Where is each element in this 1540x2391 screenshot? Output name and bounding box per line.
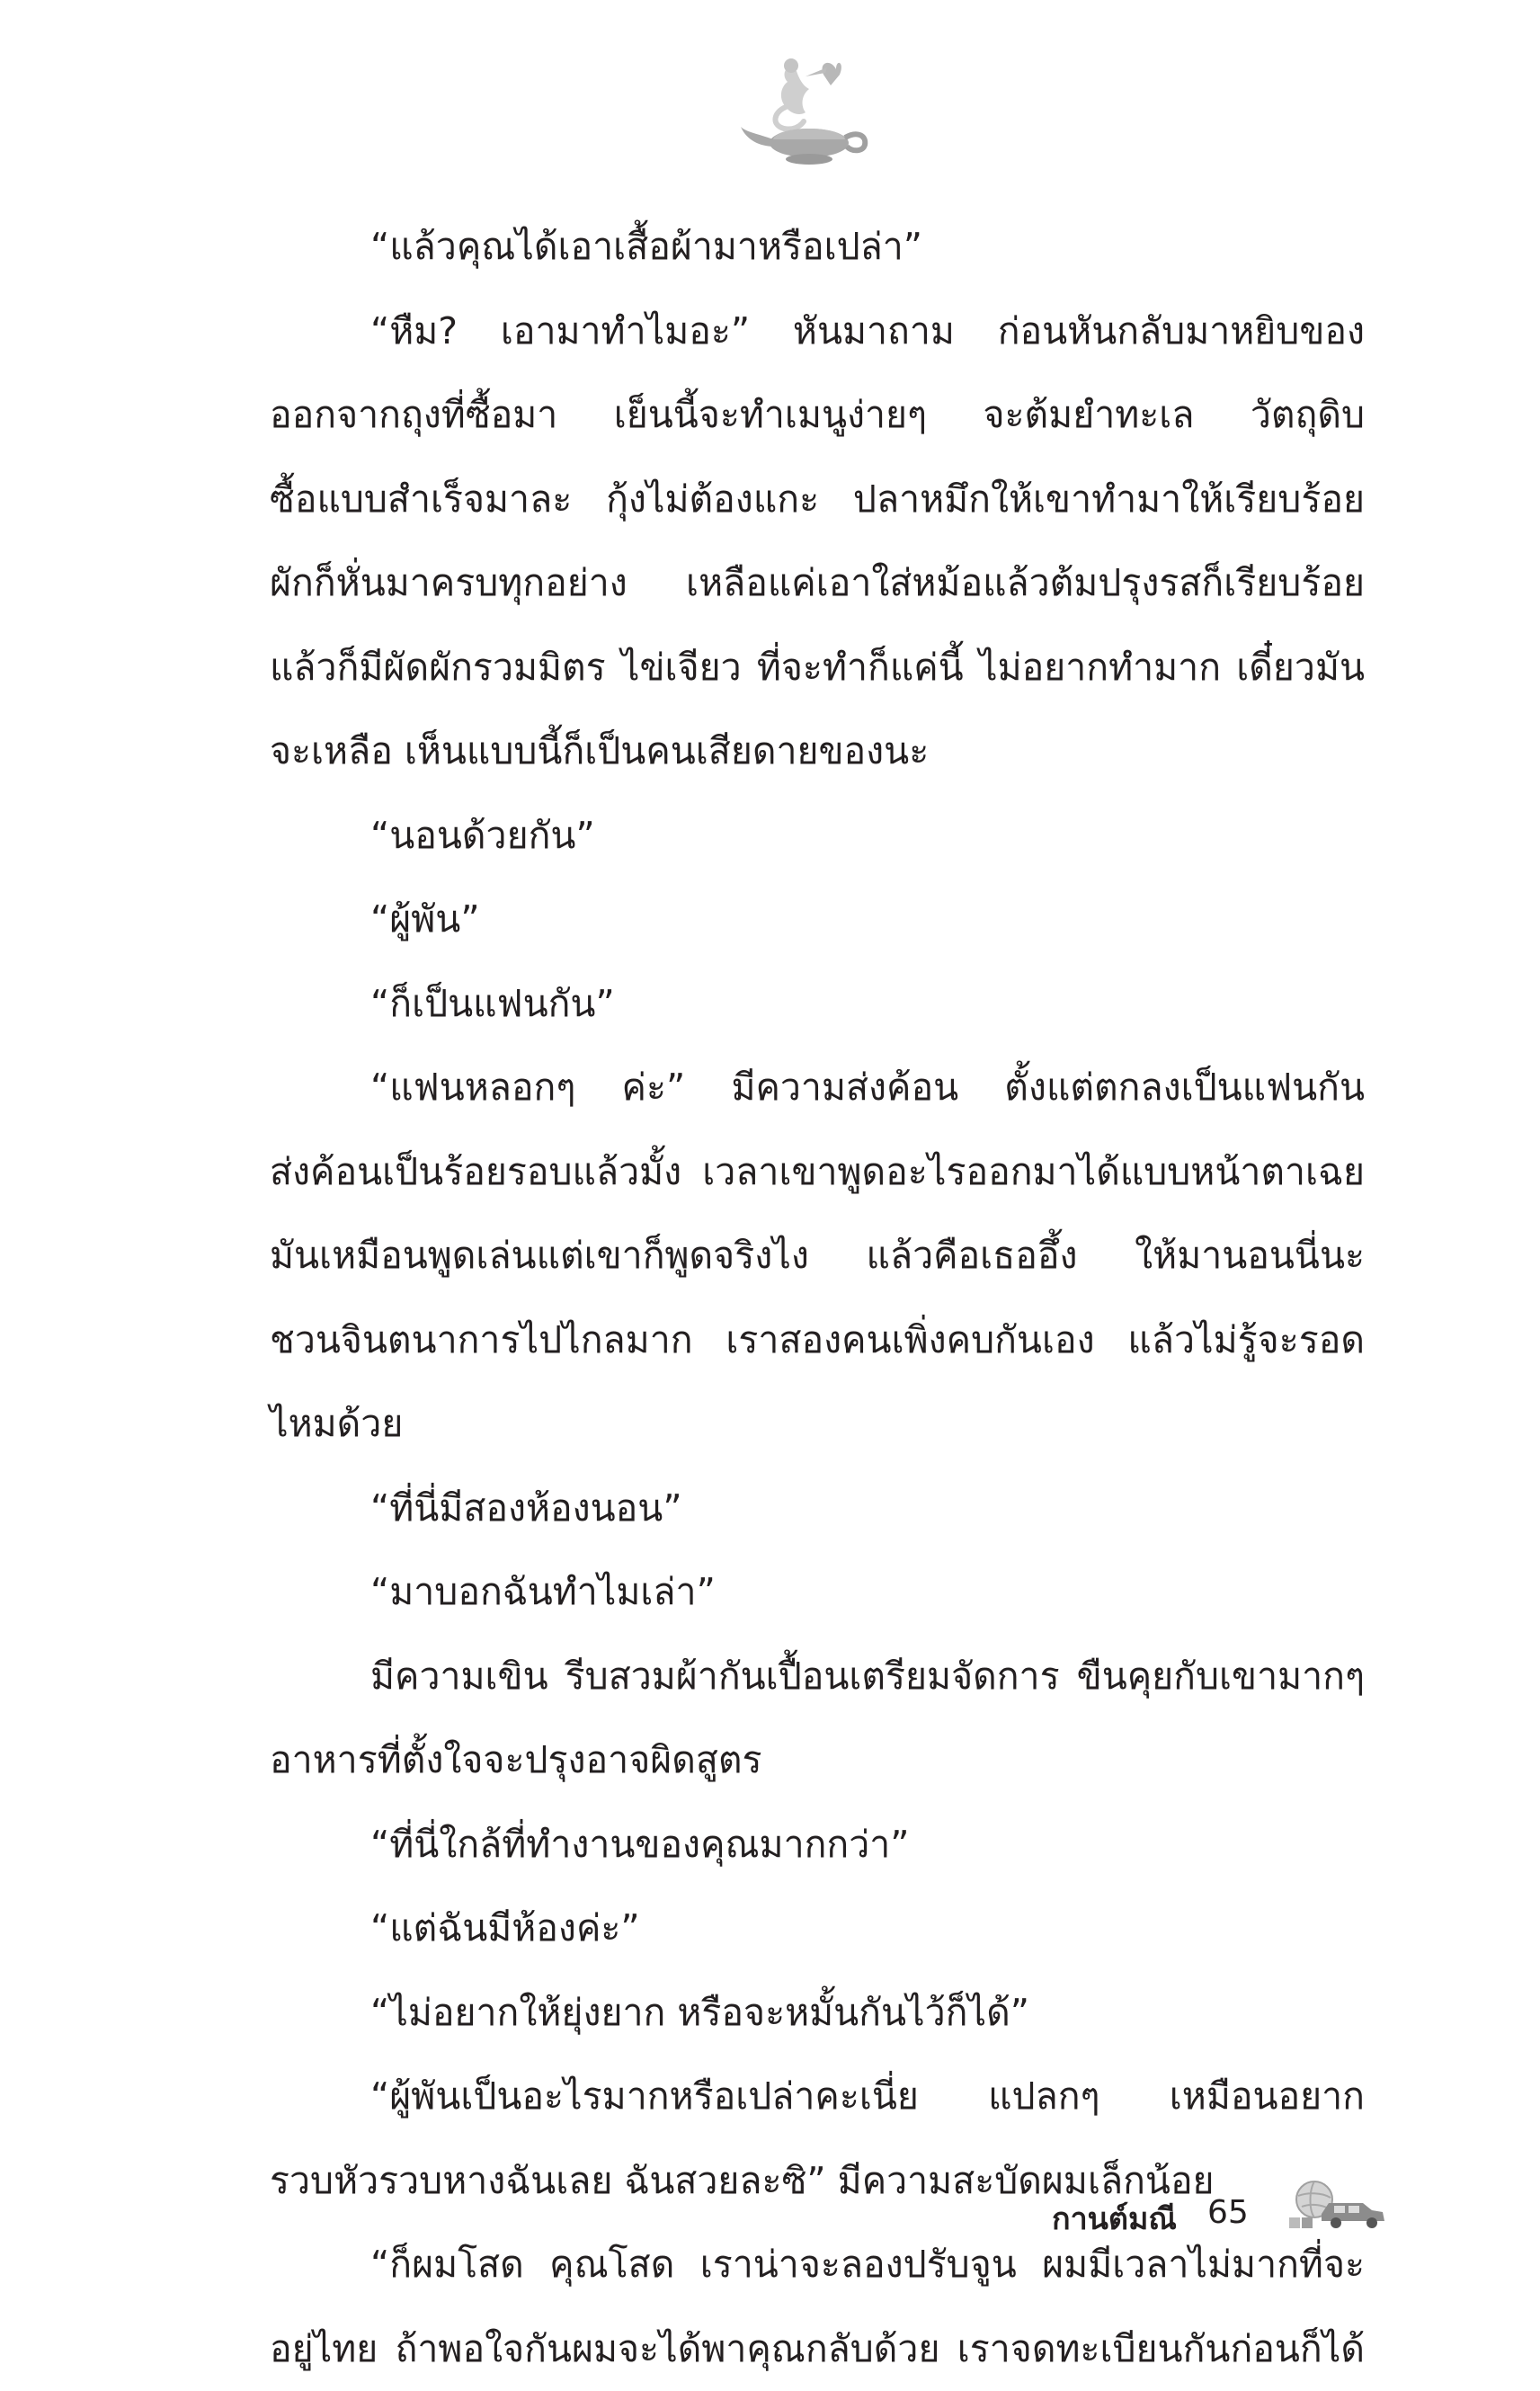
paragraph — [270, 878, 1365, 962]
globe-car-ornament-icon — [1286, 2178, 1389, 2232]
paragraph — [270, 794, 1365, 879]
paragraph — [270, 1971, 1365, 2056]
paragraph — [270, 2055, 1365, 2223]
text-line: “แล้วคุณได้เอาเสื้อผ้ามาหรือเปล่า” — [270, 205, 1365, 290]
paragraph — [270, 1046, 1365, 1467]
paragraph — [270, 1635, 1365, 1803]
body-text — [270, 205, 1365, 2391]
text-line: “ไม่อยากให้ยุ่งยาก หรือจะหมั้นกันไว้ก็ได้” — [270, 1971, 1365, 2056]
footer-book-title: กานต์มณี — [1052, 2194, 1177, 2243]
text-line: อาหารที่ตั้งใจจะปรุงอาจผิดสูตร — [270, 1718, 1365, 1803]
paragraph — [270, 1887, 1365, 1971]
text-line: อยู่ไทย ถ้าพอใจกันผมจะได้พาคุณกลับด้วย เราจดทะเบียนกันก่อนก็ได้ — [270, 2307, 1365, 2391]
text-line: ซื้อแบบสำเร็จมาละ กุ้งไม่ต้องแกะ ปลาหมึกให้เขาทำมาให้เรียบร้อย — [270, 458, 1365, 542]
text-line: “ก็ผมโสด คุณโสด เราน่าจะลองปรับจูน ผมมีเวลาไม่มากที่จะ — [270, 2223, 1365, 2307]
text-line: มีความเขิน รีบสวมผ้ากันเปื้อนเตรียมจัดการ ขืนคุยกับเขามากๆ — [270, 1635, 1365, 1719]
text-line: ผักก็หั่นมาครบทุกอย่าง เหลือแค่เอาใส่หม้อแล้วต้มปรุงรสก็เรียบร้อย — [270, 541, 1365, 626]
paragraph — [270, 1467, 1365, 1551]
text-line: ชวนจินตนาการไปไกลมาก เราสองคนเพิ่งคบกันเอง แล้วไม่รู้จะรอด — [270, 1298, 1365, 1383]
text-line: “ที่นี่มีสองห้องนอน” — [270, 1467, 1365, 1551]
paragraph — [270, 1803, 1365, 1887]
text-line: “แฟนหลอกๆ ค่ะ” มีความส่งค้อน ตั้งแต่ตกลงเป็นแฟนกัน — [270, 1046, 1365, 1130]
text-line: ส่งค้อนเป็นร้อยรอบแล้วมั้ง เวลาเขาพูดอะไรออกมาได้แบบหน้าตาเฉย — [270, 1130, 1365, 1215]
text-line: “นอนด้วยกัน” — [270, 794, 1365, 879]
paragraph — [270, 290, 1365, 794]
paragraph — [270, 2223, 1365, 2391]
text-line: จะเหลือ เห็นแบบนี้ก็เป็นคนเสียดายของนะ — [270, 709, 1365, 794]
text-line: “มาบอกฉันทำไมเล่า” — [270, 1550, 1365, 1635]
text-line: “ที่นี่ใกล้ที่ทำงานของคุณมากกว่า” — [270, 1803, 1365, 1887]
text-line: “ผู้พันเป็นอะไรมากหรือเปล่าคะเนี่ย แปลกๆ เหมือนอยาก — [270, 2055, 1365, 2139]
paragraph — [270, 962, 1365, 1047]
text-line: รวบหัวรวบหางฉันเลย ฉันสวยละซิ” มีความสะบัดผมเล็กน้อย — [270, 2139, 1365, 2224]
paragraph — [270, 205, 1365, 290]
text-line: แล้วก็มีผัดผักรวมมิตร ไข่เจียว ที่จะทำก็แค่นี้ ไม่อยากทำมาก เดี๋ยวมัน — [270, 626, 1365, 710]
page-number: 65 — [1207, 2194, 1249, 2231]
text-line: “ผู้พัน” — [270, 878, 1365, 962]
text-line: มันเหมือนพูดเล่นแต่เขาก็พูดจริงไง แล้วคือเธออึ้ง ให้มานอนนี่นะ — [270, 1214, 1365, 1298]
text-line: ไหมด้วย — [270, 1382, 1365, 1467]
text-line: ออกจากถุงที่ซื้อมา เย็นนี้จะทำเมนูง่ายๆ จะต้มยำทะเล วัตถุดิบ — [270, 373, 1365, 458]
text-line: “หืม? เอามาทำไมอะ” หันมาถาม ก่อนหันกลับมาหยิบของ — [270, 290, 1365, 374]
paragraph — [270, 1550, 1365, 1635]
teapot-genie-ornament-icon — [737, 49, 872, 171]
text-line: “ก็เป็นแฟนกัน” — [270, 962, 1365, 1047]
text-line: “แต่ฉันมีห้องค่ะ” — [270, 1887, 1365, 1971]
